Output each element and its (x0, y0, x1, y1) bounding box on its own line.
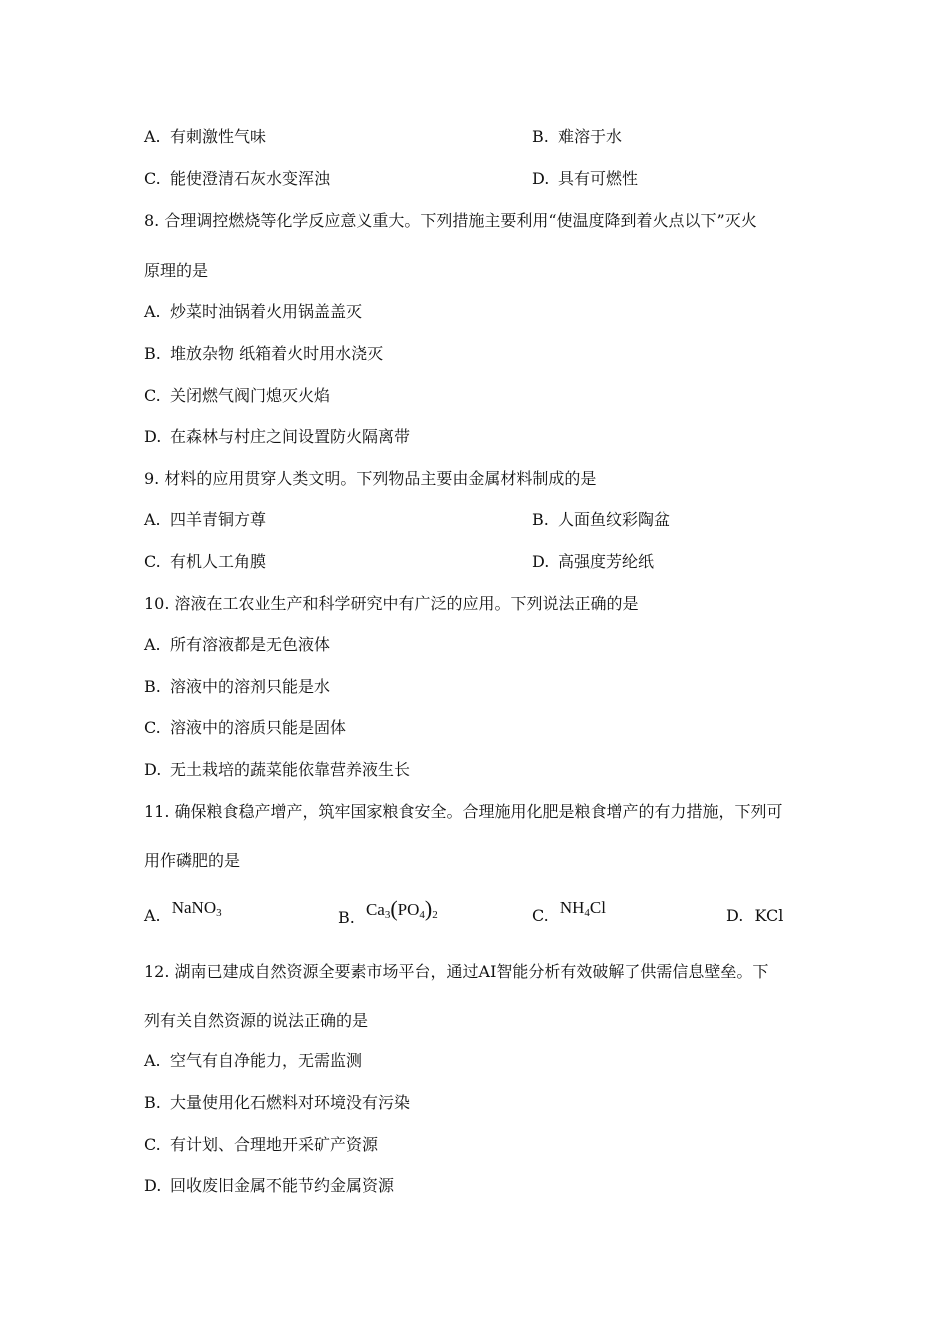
option-text: 空气有自净能力，无需监测 (170, 1051, 363, 1070)
option-text: 堆放杂物 纸箱着火时用水浇灭 (170, 344, 384, 363)
option-label: D. (532, 169, 550, 188)
option-text: 有计划、合理地开采矿产资源 (170, 1135, 379, 1154)
option-label: A. (144, 635, 161, 654)
option-text: 具有可燃性 (558, 169, 639, 188)
option-text: 所有溶液都是无色液体 (170, 635, 331, 654)
q9-stem: 9. 材料的应用贯穿人类文明。下列物品主要由金属材料制成的是 (144, 469, 597, 488)
q11-option-c[interactable] (532, 898, 606, 931)
q9-option-c[interactable] (144, 552, 266, 572)
formula-ca3po42: $Ca_3(PO_4)_2$ (365, 896, 438, 921)
q7-option-b[interactable] (532, 127, 622, 147)
option-label: D. (144, 760, 162, 779)
formula-nano3: NaNO$_3$ (171, 898, 222, 919)
option-label: A. (144, 127, 161, 146)
option-text: 溶液中的溶质只能是固体 (170, 718, 347, 737)
option-text: 人面鱼纹彩陶盆 (558, 510, 671, 529)
option-text: 关闭燃气阀门熄灭火焰 (170, 386, 331, 405)
option-label: D. (144, 1176, 162, 1195)
option-label: C. (532, 906, 549, 925)
q9-option-a[interactable] (144, 510, 266, 530)
q8-stem-line1: 8. 合理调控燃烧等化学反应意义重大。下列措施主要利用“使温度降到着火点以下”灭火 (144, 211, 757, 230)
option-text: 能使澄清石灰水变浑浊 (170, 169, 331, 188)
q12-option-a[interactable] (144, 1051, 362, 1071)
option-label: C. (144, 1135, 161, 1154)
q10-option-c[interactable] (144, 718, 346, 738)
option-text: 在森林与村庄之间设置防火隔离带 (170, 427, 411, 446)
option-label: A. (144, 302, 161, 321)
option-label: A. (144, 510, 161, 529)
q12-stem-line1: 12. 湖南已建成自然资源全要素市场平台，通过AI智能分析有效破解了供需信息壁垒。下 (144, 962, 769, 981)
option-label: C. (144, 718, 161, 737)
formula-nh4cl: $NH_4Cl$ (559, 898, 606, 919)
option-text: 无土栽培的蔬菜能依靠营养液生长 (170, 760, 411, 779)
option-label: D. (144, 427, 162, 446)
q10-stem: 10. 溶液在工农业生产和科学研究中有广泛的应用。下列说法正确的是 (144, 594, 639, 613)
q7-option-c[interactable] (144, 169, 330, 189)
q10-option-d[interactable] (144, 760, 410, 780)
q8-option-d[interactable] (144, 427, 410, 447)
option-label: A. (144, 906, 161, 925)
q10-option-b[interactable] (144, 677, 330, 697)
q12-option-b[interactable] (144, 1093, 410, 1113)
q12-stem-line2: 列有关自然资源的说法正确的是 (144, 1011, 369, 1030)
q12-option-c[interactable] (144, 1135, 378, 1155)
q7-option-a[interactable] (144, 127, 266, 147)
option-label: B. (144, 344, 161, 363)
option-text: 高强度芳纶纸 (558, 552, 655, 571)
q7-option-d[interactable] (532, 169, 638, 189)
q11-option-b[interactable] (338, 896, 438, 933)
option-text: 四羊青铜方尊 (170, 510, 267, 529)
option-text: KCl (754, 906, 784, 925)
q12-option-d[interactable] (144, 1176, 394, 1196)
option-text: 回收废旧金属不能节约金属资源 (170, 1176, 395, 1195)
q8-option-a[interactable] (144, 302, 362, 322)
option-text: 有刺激性气味 (170, 127, 267, 146)
q11-option-d[interactable] (726, 906, 783, 926)
option-label: C. (144, 552, 161, 571)
q8-option-c[interactable] (144, 386, 330, 406)
option-label: C. (144, 169, 161, 188)
q11-option-a[interactable] (144, 898, 222, 931)
option-label: B. (532, 127, 549, 146)
option-label: B. (532, 510, 549, 529)
option-label: C. (144, 386, 161, 405)
option-text: 大量使用化石燃料对环境没有污染 (170, 1093, 411, 1112)
option-label: B. (144, 677, 161, 696)
q9-option-d[interactable] (532, 552, 654, 572)
q10-option-a[interactable] (144, 635, 330, 655)
option-label: B. (338, 908, 355, 927)
q11-stem-line2: 用作磷肥的是 (144, 851, 241, 870)
q11-stem-line1: 11. 确保粮食稳产增产，筑牢国家粮食安全。合理施用化肥是粮食增产的有力措施，下列可 (144, 802, 783, 821)
q8-stem-line2: 原理的是 (144, 261, 209, 280)
option-label: B. (144, 1093, 161, 1112)
option-label: D. (726, 906, 744, 925)
option-label: A. (144, 1051, 161, 1070)
option-text: 溶液中的溶剂只能是水 (170, 677, 331, 696)
option-label: D. (532, 552, 550, 571)
option-text: 炒菜时油锅着火用锅盖盖灭 (170, 302, 363, 321)
option-text: 有机人工角膜 (170, 552, 267, 571)
q8-option-b[interactable] (144, 344, 383, 364)
option-text: 难溶于水 (558, 127, 623, 146)
q9-option-b[interactable] (532, 510, 670, 530)
